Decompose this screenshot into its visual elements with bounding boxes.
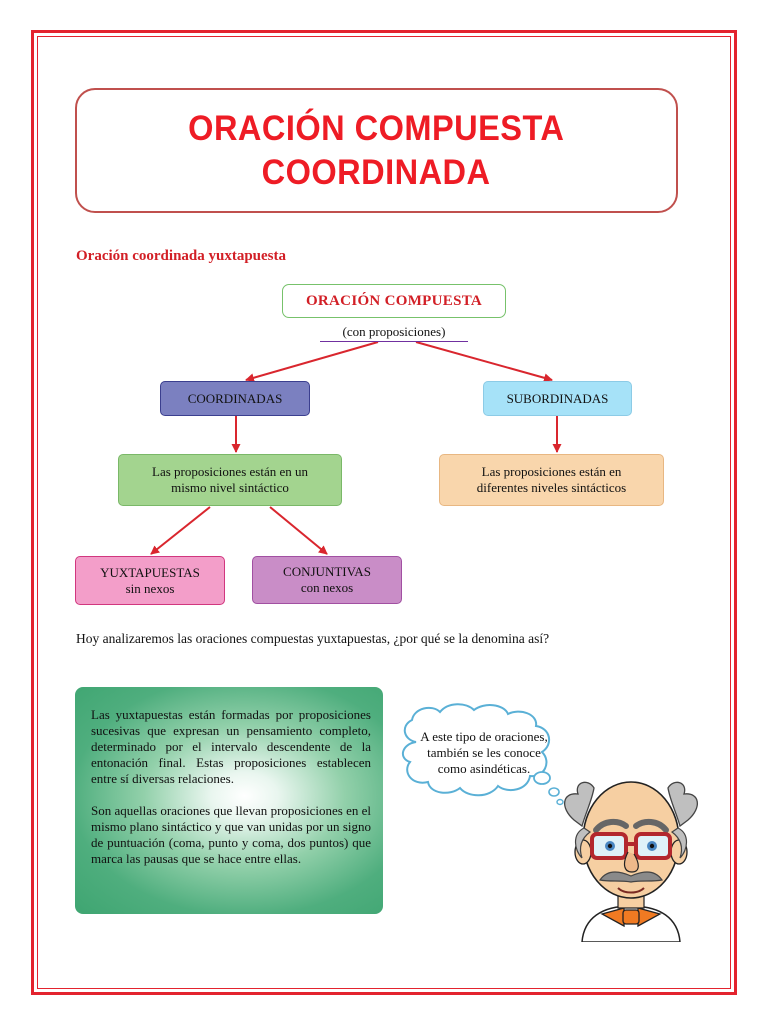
thought-bubble-line-2: también se les conoce xyxy=(427,745,541,760)
diagram-root-subtitle: (con proposiciones) xyxy=(320,324,468,342)
info-paragraph-2: Son aquellas oraciones que llevan proposiciones en el mismo plano sintáctico y que van unidas por un signo de puntuación (coma, punto y coma, dos puntos) que marca las pausas que se hace entre ellas. xyxy=(91,803,371,866)
title-line-1: ORACIÓN COMPUESTA xyxy=(188,108,565,148)
conjuntivas-node xyxy=(252,556,402,604)
professor-character-icon xyxy=(552,768,710,942)
thought-bubble-line-3: como asindéticas. xyxy=(437,761,531,776)
title-line-2: COORDINADA xyxy=(262,152,491,192)
coordinadas-node: COORDINADAS xyxy=(160,381,310,416)
subordinadas-description-node xyxy=(439,454,664,506)
conjuntivas-label: CONJUNTIVAS xyxy=(283,564,371,579)
yuxtapuestas-node xyxy=(75,556,225,605)
section-heading: Oración coordinada yuxtapuesta xyxy=(76,248,287,264)
info-box xyxy=(75,687,383,914)
subordinadas-description-line-2: diferentes niveles sintácticos xyxy=(476,480,627,495)
question-text: Hoy analizaremos las oraciones compuestas yuxtapuestas, ¿por qué se la denomina así? xyxy=(76,631,550,646)
subordinadas-description-line-1: Las proposiciones están en xyxy=(481,464,622,479)
coordinadas-description-line-1: Las proposiciones están en un xyxy=(152,464,308,479)
thought-bubble-line-1: A este tipo de oraciones, xyxy=(420,729,548,744)
coordinadas-description-node xyxy=(118,454,342,506)
title-box xyxy=(75,88,678,213)
yuxtapuestas-sub: sin nexos xyxy=(125,580,175,596)
info-paragraph-1: Las yuxtapuestas están formadas por proposiciones sucesivas que expresan un pensamiento completo, determinado por el intervalo descendente de la entonación final. Estas proposiciones establecen entre sí diversas relaciones. xyxy=(91,707,371,786)
yuxtapuestas-label: YUXTAPUESTAS xyxy=(100,564,200,580)
diagram-root-node: ORACIÓN COMPUESTA xyxy=(282,284,506,318)
subordinadas-node: SUBORDINADAS xyxy=(483,381,632,416)
conjuntivas-sub: con nexos xyxy=(300,580,354,595)
thought-bubble-text xyxy=(404,729,564,777)
coordinadas-description-line-2: mismo nivel sintáctico xyxy=(171,480,289,495)
